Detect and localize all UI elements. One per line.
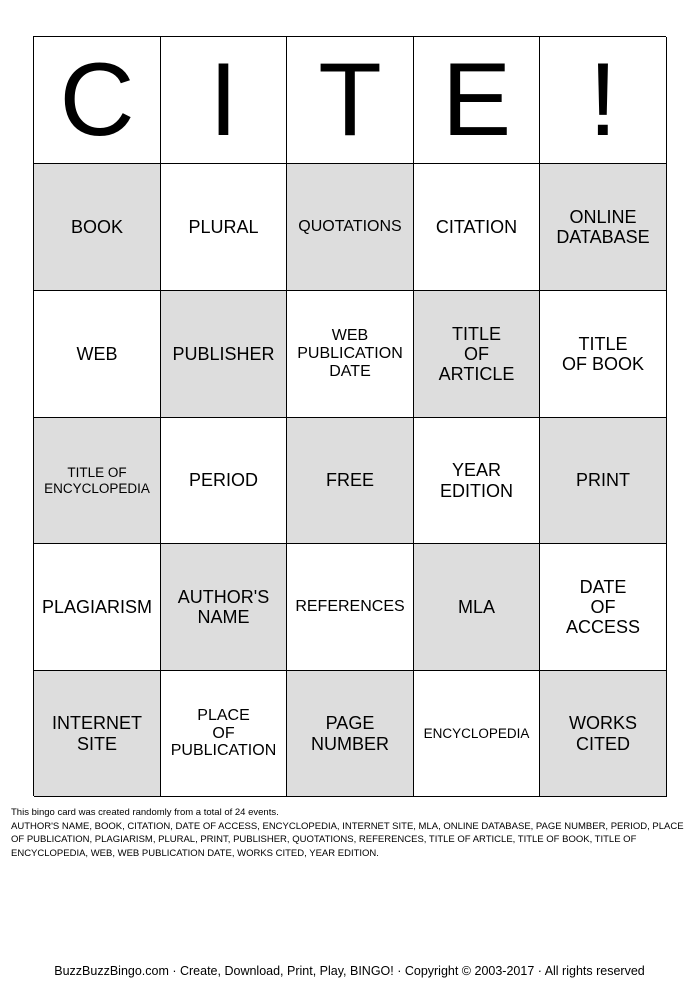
bingo-cell <box>287 544 414 671</box>
bingo-cell <box>161 291 287 418</box>
site-footer: BuzzBuzzBingo.com · Create, Download, Print, Play, BINGO! · Copyright © 2003-2017 · All rights reserved <box>54 964 645 978</box>
bingo-cell-text: DATE OF ACCESS <box>565 576 641 638</box>
bingo-cell-text: YEAR EDITION <box>439 460 513 501</box>
header-letter-e: E <box>414 37 540 164</box>
bingo-cell <box>161 671 287 797</box>
bingo-cell <box>414 418 540 544</box>
bingo-cell-text: WEB <box>76 343 118 364</box>
bingo-cell <box>287 671 414 797</box>
bingo-cell <box>287 291 414 418</box>
bingo-cell <box>34 544 161 671</box>
bingo-cell-text: REFERENCES <box>295 598 405 616</box>
bingo-cell <box>414 164 540 291</box>
bingo-cell-text: TITLE OF ARTICLE <box>438 323 515 385</box>
header-letter-t: T <box>287 37 414 164</box>
bingo-cell <box>34 291 161 418</box>
bingo-cell-text: FREE <box>325 470 374 491</box>
bingo-cell-text: WORKS CITED <box>568 713 637 754</box>
bingo-cell <box>161 418 287 544</box>
bingo-cell-text: PLAGIARISM <box>41 596 153 617</box>
bingo-cell-text: AUTHOR'S NAME <box>177 586 270 627</box>
bingo-cell-text: BOOK <box>70 216 123 237</box>
bingo-cell <box>414 291 540 418</box>
header-exclamation: ! <box>540 37 667 164</box>
bingo-cell-text: PUBLISHER <box>172 343 275 364</box>
bingo-cell <box>161 544 287 671</box>
bingo-cell <box>161 164 287 291</box>
bingo-cell-text: CITATION <box>435 216 518 237</box>
bingo-cell <box>287 164 414 291</box>
bingo-cell <box>34 164 161 291</box>
bingo-cell-text: MLA <box>457 596 495 617</box>
card-info <box>11 806 689 860</box>
bingo-cell-text: INTERNET SITE <box>52 713 142 754</box>
bingo-cell-text: PAGE NUMBER <box>310 713 389 754</box>
bingo-cell-text: PERIOD <box>188 470 258 491</box>
bingo-cell-text: QUOTATIONS <box>298 218 402 236</box>
header-letter-i: I <box>161 37 287 164</box>
bingo-cell <box>540 671 667 797</box>
bingo-cell-text: TITLE OF BOOK <box>561 333 644 374</box>
bingo-cell <box>414 544 540 671</box>
bingo-cell-text: WEB PUBLICATION DATE <box>297 327 403 380</box>
bingo-cell-text: PRINT <box>576 470 630 491</box>
bingo-card <box>33 36 666 796</box>
bingo-cell <box>540 164 667 291</box>
header-letter-c: C <box>34 37 161 164</box>
bingo-cell <box>34 671 161 797</box>
bingo-cell-text: ENCYCLOPEDIA <box>423 725 530 741</box>
card-info-events: AUTHOR'S NAME, BOOK, CITATION, DATE OF ACCESS, ENCYCLOPEDIA, INTERNET SITE, MLA, ONLINE DATABASE, PAGE NUMBER, PERIOD, PLACE OF PUBLICATION, PLAGIARISM, PLURAL, PRINT, PUBLISHER, QUOTATIONS, REFERENCES, TITLE OF ARTICLE, TITLE OF BOOK, TITLE OF ENCYCLOPEDIA, WEB, WEB PUBLICATION DATE, WORKS CITED, YEAR EDITION. <box>11 820 684 859</box>
bingo-cell <box>287 418 414 544</box>
bingo-cell-text: TITLE OF ENCYCLOPEDIA <box>44 465 150 496</box>
bingo-cell <box>540 291 667 418</box>
bingo-cell-text: PLURAL <box>188 216 259 237</box>
bingo-cell <box>34 418 161 544</box>
bingo-cell-text: ONLINE DATABASE <box>556 206 650 247</box>
bingo-cell <box>540 544 667 671</box>
bingo-cell <box>540 418 667 544</box>
bingo-cell <box>414 671 540 797</box>
card-info-summary: This bingo card was created randomly from a total of 24 events. <box>11 807 279 818</box>
bingo-cell-text: PLACE OF PUBLICATION <box>170 706 277 760</box>
